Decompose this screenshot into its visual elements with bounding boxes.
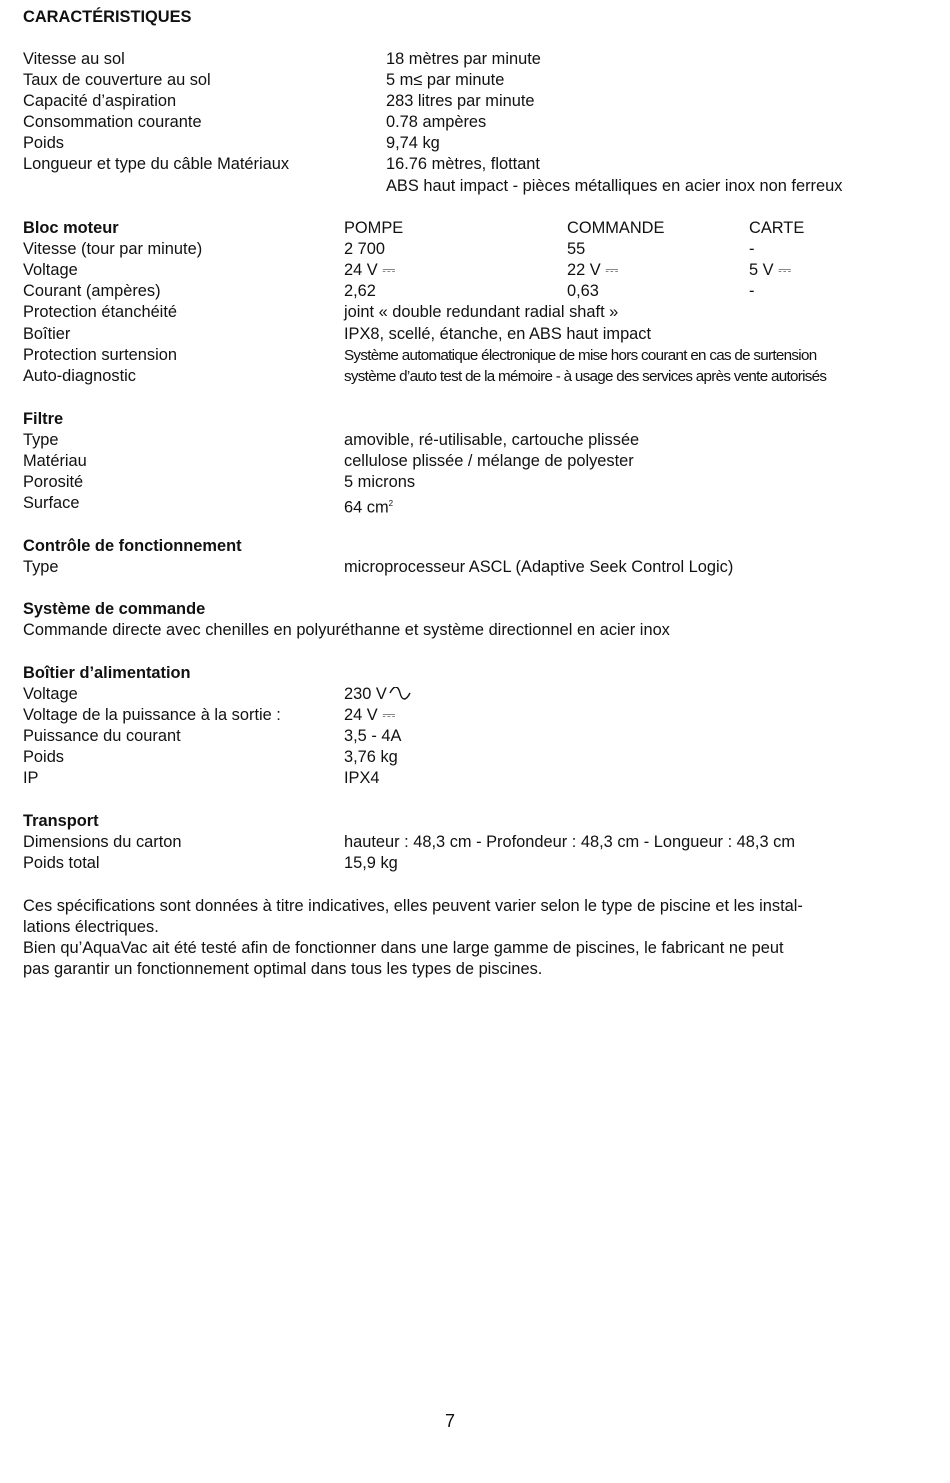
page-title: CARACTÉRISTIQUES: [23, 8, 192, 26]
section-heading-filtre: Filtre: [23, 410, 64, 428]
spec-value: -: [749, 282, 755, 300]
spec-value: hauteur : 48,3 cm - Profondeur : 48,3 cm - Longueur : 48,3 cm: [344, 833, 795, 851]
spec-value: 22 V ⎓: [567, 261, 619, 279]
section-text: Commande directe avec chenilles en polyuréthanne et système directionnel en acier inox: [23, 621, 670, 639]
spec-label: Poids: [23, 134, 65, 152]
spec-label: Protection surtension: [23, 346, 177, 364]
spec-value: 0,63: [567, 282, 599, 300]
section-heading-alimentation: Boîtier d’alimentation: [23, 664, 191, 682]
spec-label: Porosité: [23, 473, 84, 491]
spec-label: Longueur et type du câble Matériaux: [23, 155, 290, 173]
spec-value: amovible, ré-utilisable, cartouche plissée: [344, 431, 640, 449]
section-heading-commande: Système de commande: [23, 600, 206, 618]
spec-value: 5 microns: [344, 473, 416, 491]
spec-value: joint « double redundant radial shaft »: [344, 303, 619, 321]
spec-label: Matériau: [23, 452, 87, 470]
spec-label: Voltage: [23, 685, 78, 703]
spec-label: Vitesse (tour par minute): [23, 240, 203, 258]
note-line: pas garantir un fonctionnement optimal dans tous les types de piscines.: [23, 960, 543, 978]
spec-label: Puissance du courant: [23, 727, 181, 745]
spec-value: 5 V ⎓: [749, 261, 792, 279]
voltage-value: 230 V: [344, 685, 387, 703]
spec-value: [344, 684, 411, 705]
spec-label: Courant (ampères): [23, 282, 161, 300]
spec-value: 3,76 kg: [344, 748, 398, 766]
spec-value: Système automatique électronique de mise hors courant en cas de surtension: [344, 347, 817, 364]
spec-value: cellulose plissée / mélange de polyester: [344, 452, 634, 470]
spec-value: 2,62: [344, 282, 376, 300]
spec-label: Poids total: [23, 854, 100, 872]
spec-value: [344, 493, 394, 517]
spec-value: 283 litres par minute: [386, 92, 535, 110]
spec-label: Protection étanchéité: [23, 303, 177, 321]
spec-label: Auto-diagnostic: [23, 367, 136, 385]
spec-value: système d’auto test de la mémoire - à usage des services après vente autorisés: [344, 368, 827, 385]
section-heading-moteur: Bloc moteur: [23, 219, 119, 237]
spec-label: Dimensions du carton: [23, 833, 182, 851]
note-line: lations électriques.: [23, 918, 159, 936]
ac-wave-icon: [389, 687, 411, 701]
spec-label: Poids: [23, 748, 65, 766]
column-header-pompe: POMPE: [344, 219, 404, 237]
spec-label: Boîtier: [23, 325, 71, 343]
spec-value: IPX4: [344, 769, 380, 787]
section-heading-controle: Contrôle de fonctionnement: [23, 537, 242, 555]
note-line: Bien qu’AquaVac ait été testé afin de fonctionner dans une large gamme de piscines, le fabricant ne peut: [23, 939, 784, 957]
spec-value: 24 V ⎓: [344, 261, 396, 279]
spec-label: IP: [23, 769, 39, 787]
superscript: 2: [388, 499, 394, 508]
spec-value: IPX8, scellé, étanche, en ABS haut impact: [344, 325, 652, 343]
spec-value: ABS haut impact - pièces métalliques en acier inox non ferreux: [386, 177, 843, 195]
column-header-carte: CARTE: [749, 219, 805, 237]
note-line: Ces spécifications sont données à titre indicatives, elles peuvent varier selon le type de piscine et les instal-: [23, 897, 803, 915]
spec-value: 0.78 ampères: [386, 113, 487, 131]
spec-label: Taux de couverture au sol: [23, 71, 211, 89]
spec-value: 2 700: [344, 240, 386, 258]
spec-value: 15,9 kg: [344, 854, 398, 872]
spec-label: Vitesse au sol: [23, 50, 125, 68]
spec-label: Voltage: [23, 261, 78, 279]
spec-value: microprocesseur ASCL (Adaptive Seek Control Logic): [344, 558, 734, 576]
spec-label: Type: [23, 431, 59, 449]
spec-label: Voltage de la puissance à la sortie :: [23, 706, 281, 724]
spec-value: 55: [567, 240, 586, 258]
spec-value: 3,5 - 4A: [344, 727, 402, 745]
page-number: 7: [444, 1411, 455, 1431]
spec-value: 16.76 mètres, flottant: [386, 155, 540, 173]
spec-value: 24 V ⎓: [344, 706, 396, 724]
column-header-commande: COMMANDE: [567, 219, 665, 237]
spec-value: 5 m≤ par minute: [386, 71, 505, 89]
spec-value: 18 mètres par minute: [386, 50, 541, 68]
spec-label: Type: [23, 558, 59, 576]
spec-label: Surface: [23, 494, 80, 512]
spec-value: -: [749, 240, 755, 258]
spec-value: 9,74 kg: [386, 134, 440, 152]
surface-value: 64 cm: [344, 498, 389, 517]
spec-label: Capacité d’aspiration: [23, 92, 177, 110]
section-heading-transport: Transport: [23, 812, 99, 830]
spec-label: Consommation courante: [23, 113, 202, 131]
